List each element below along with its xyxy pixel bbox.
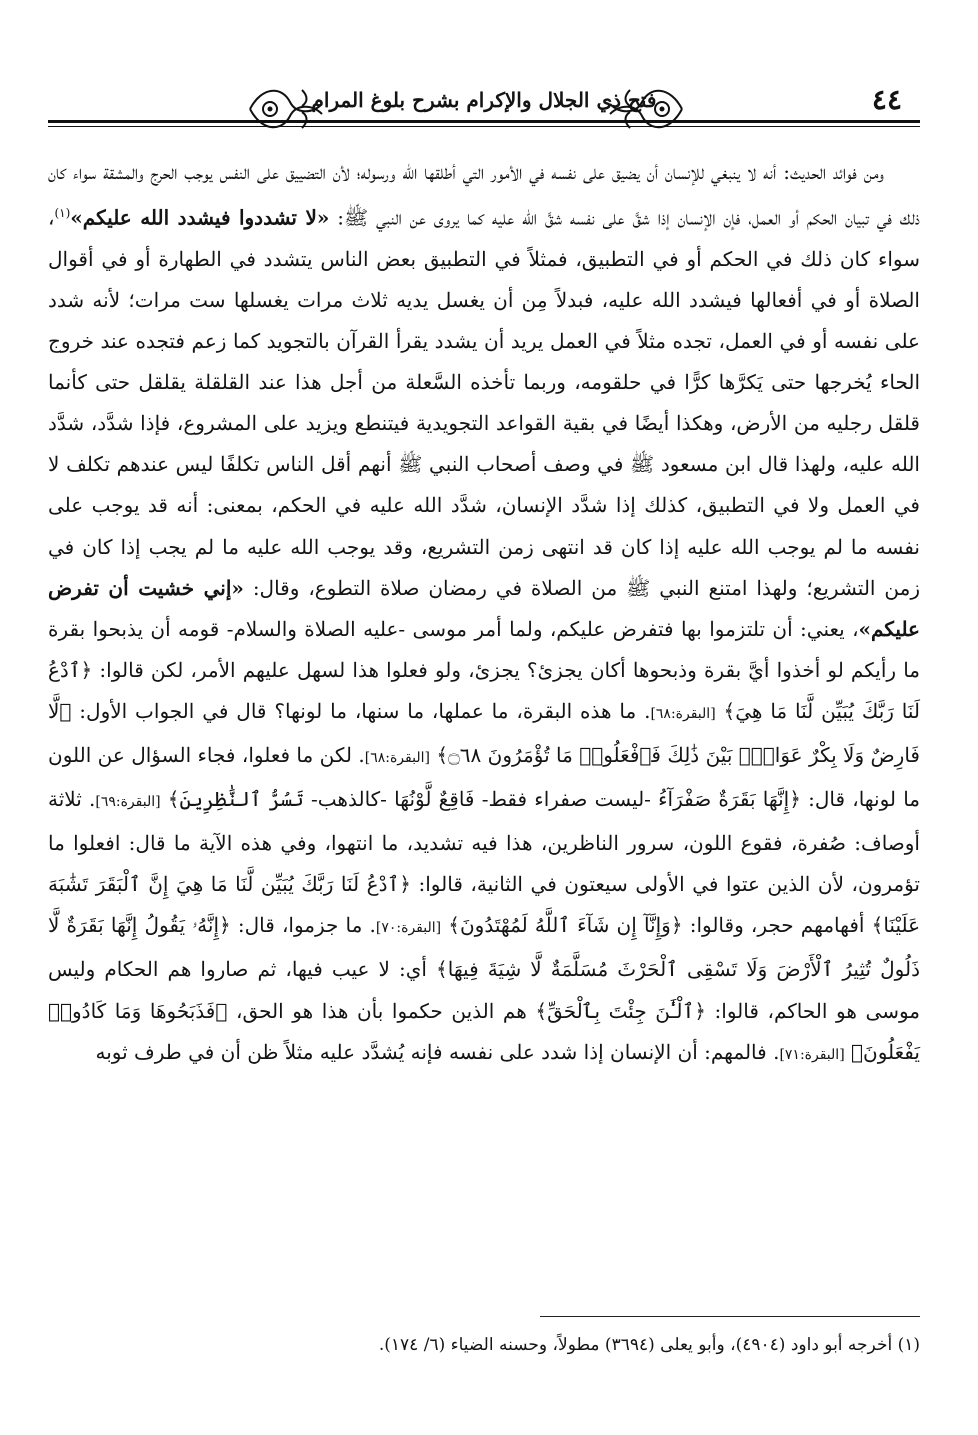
text-segment: . فالمهم: أن الإنسان إذا شدد على نفسه فإنه يُشدَّد عليه مثلاً ظن أن في طرف ثوبه [95,1039,780,1064]
header-rule-thin [48,126,920,127]
text-segment: . ما هذه البقرة، ما عملها، ما سنها، ما لونها؟ قال في الجواب الأول: [79,698,651,723]
text-segment: ، سواء كان ذلك في الحكم أو في التطبيق، فمثلاً في التطبيق بعض الناس يتشدد في الطهارة أو في أقوال الصلاة أو في أفعالها فيشدد الله عليه، فبدلاً مِن أن يغسل يديه ثلاث مرات يغسلها ست مرات؛ لأنه شدد على نفسه أو في العمل، تجده مثلاً في العمل يريد أن يشدد يقرأ القرآن بالتجويد كما زعم فتجده عند خروج الحاء يُخرجها حتى يَكرَّها كرًّا في حلقومه، وربما تأخذه السَّعلة من أجل هذا عند القلقلة يقلقل حتى كأنما قلقل رجليه من الأرض، وهكذا أيضًا في بقية القواعد التجويدية فيتنطع ويزيد على المشروع، فإذا شدَّد، شدَّد الله عليه، ولهذا قال ابن مسعود ﷺ في وصف أصحاب النبي ﷺ أنهم أقل الناس تكلفًا ليس عندهم تكلف لا في العمل ولا في التطبيق، كذلك إذا شدَّد الإنسان، شدَّد الله عليه في الحكم، بمعنى: أنه قد يوجب على نفسه ما لم يوجب الله عليه إذا كان قد انتهى زمن التشريع، وقد يوجب الله عليه ما لم يجب إذا كان في زمن التشريع؛ ولهذا امتنع النبي ﷺ من الصلاة في رمضان صلاة التطوع، وقال: [48,205,920,600]
quran-verse: ﴿إِنَّهَا بَقَرَةٌ صَفْرَآءُ [658,787,801,812]
quran-verse: ﴿ٱلْـَٰٔنَ جِئْتَ بِٱلْحَقِّ﴾ [535,998,706,1023]
quran-verse: فَاقِعٌ لَّوْنُهَا [394,787,475,812]
quran-verse: ﴿وَإِنَّآ إِن شَآءَ ٱللَّهُ لَمُهْتَدُونَ﴾ [448,913,683,938]
text-segment: هم الذين حكموا بأن هذا هو الحق، [235,998,536,1023]
quran-verse: ﴿ٱدْعُ لَنَا رَبَّكَ يُبَيِّن لَّنَا مَا هِيَ إِنَّ ٱلْبَقَرَ تَشَٰبَهَ عَلَيْنَا﴾ [48,872,921,938]
quran-verse: تَسُرُّ ٱلنَّٰظِرِينَ﴾ [167,787,304,812]
text-segment: . ما جزموا، قال: [237,913,376,938]
hadith-quote: «لا تشددوا فيشدد الله عليكم» [70,205,330,230]
text-segment: . لكن ما فعلوا، فجاء السؤال عن اللون ما لونها، قال: [48,742,920,812]
verse-reference: [البقرة:٧٠] [375,920,442,937]
page-number: ٤٤ [871,83,902,116]
paragraph [48,152,920,1076]
running-title: فتح ذي الجلال والإكرام بشرح بلوغ المرام [311,88,657,112]
footnote-separator [540,1316,920,1317]
verse-reference: [البقرة:٧١] [779,1046,845,1063]
hadith-quote: «إني خشيت أن تفرض عليكم» [48,575,920,641]
header-rule [48,120,920,123]
verse-reference: [البقرة:٦٨] [650,705,716,722]
text-segment: أي: لا عيب فيها، ثم صاروا هم الحكام وليس موسى هو الحاكم، قالوا: [48,957,921,1023]
ornament-right-icon [604,80,690,138]
text-segment: ومن فوائد الحديث: أنه لا ينبغي للإنسان أن يضيق على نفسه في الأمور التي أطلقها الله ورسوله؛ لأن التضييق على النفس يوجب الحرج والمشقة سواء كان ذلك في تبيان الحكم أو العمل، فإن الإنسان إذا شقَّ على نفسه شقَّ الله عليه كما يروى عن النبي ﷺ: [48,160,920,230]
verse-reference: [البقرة:٦٩] [95,794,161,811]
body-text [48,152,920,1076]
footnote: (١) أخرجه أبو داود (٤٩٠٤)، وأبو يعلى (٣٦٩٤) مطولاً، وحسنه الضياء (٦/ ١٧٤). [378,1335,920,1355]
footnote-marker[interactable]: (١) [54,206,71,221]
text-segment: ، يعني: أن تلتزموا بها فتفرض عليكم، ولما أمر موسى -عليه الصلاة والسلام- قومه أن يذبحوا بقرة ما رأيكم لو أخذوا أيَّ بقرة وذبحوها أكان يجزئ؟ يجزئ، ولو فعلوا هذا لسهل عليهم الأمر، لكن قالوا: [48,616,921,682]
text-segment: . ثلاثة أوصاف: صُفرة، فقوع اللون، سرور الناظرين، هذا فيه تشديد، ما انتهوا، وفي هذه الآية ما قال: افعلوا ما تؤمرون، لأن الذين عتوا في الأولى سيعتون في الثانية، قالوا: [48,787,920,897]
text-segment: -كالذهب- [311,787,387,812]
text-segment: -ليست صفراء فقط- [481,787,651,812]
page-header [48,80,920,144]
verse-reference: [البقرة:٦٨] [364,749,430,766]
quran-verse: ﴿ٱدْعُ لَنَا رَبَّكَ يُبَيِّن لَّنَا مَا هِيَ﴾ [48,657,921,723]
quran-verse: ﴿فَذَبَحُوهَا وَمَا كَادُوا۟ يَفْعَلُونَ﴾ [48,998,920,1064]
quran-verse: ﴿لَّا فَارِضٌ وَلَا بِكْرٌ عَوَانٌۢ بَيْنَ ذَٰلِكَ فَٱفْعَلُوا۟ مَا تُؤْمَرُونَ ۝٦٨﴾ [48,698,920,767]
text-segment: أفهامهم حجر، وقالوا: [689,913,872,938]
quran-verse: ﴿إِنَّهُۥ يَقُولُ إِنَّهَا بَقَرَةٌ لَّا ذَلُولٌ تُثِيرُ ٱلْأَرْضَ وَلَا تَسْقِى ٱلْحَرْثَ مُسَلَّمَةٌ لَّا شِيَةَ فِيهَا﴾ [48,913,920,982]
